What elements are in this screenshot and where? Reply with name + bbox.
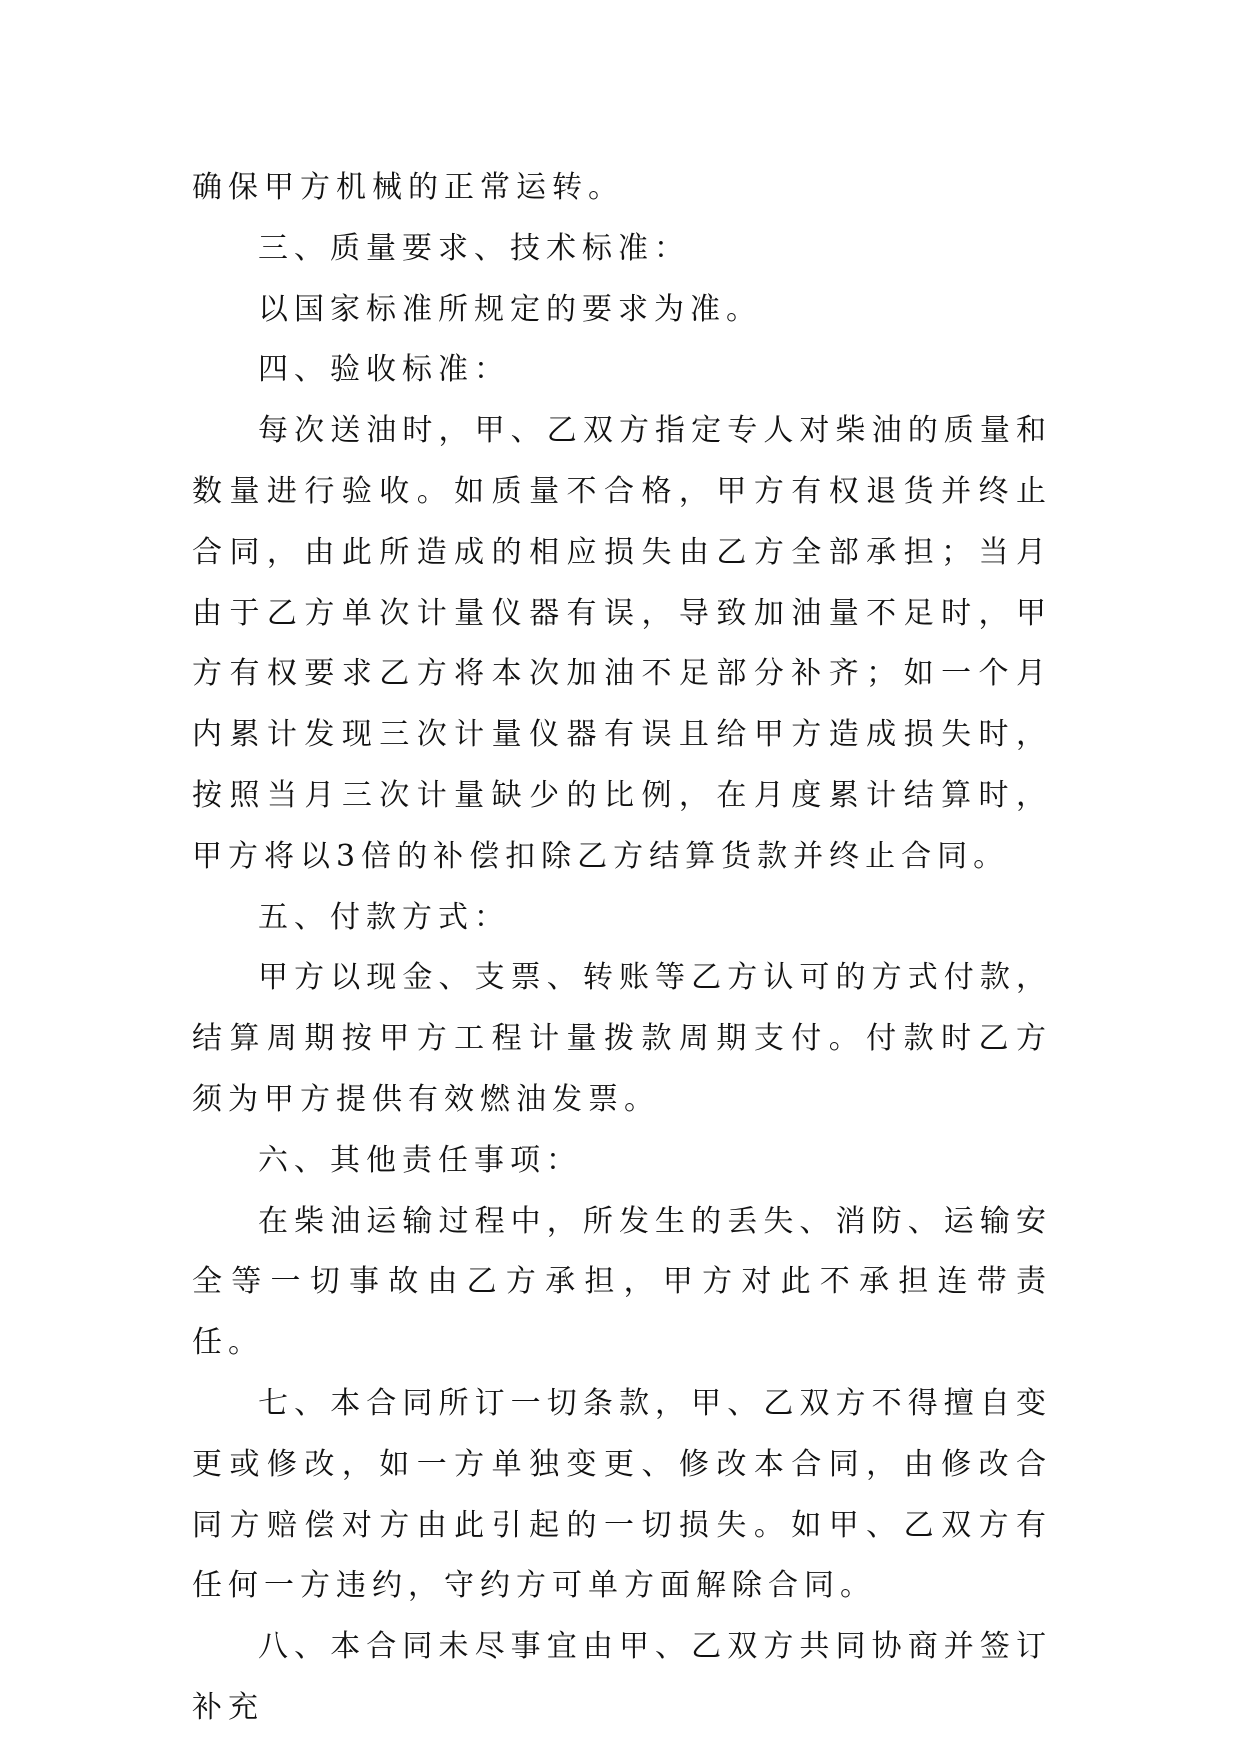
document-body bbox=[192, 158, 1052, 1739]
paragraph-continuation: 确保甲方机械的正常运转。 bbox=[192, 170, 624, 205]
heading-other-responsibilities: 六、其他责任事项： bbox=[258, 1142, 582, 1178]
paragraph-clause-eight: 八、本合同未尽事宜由甲、乙双方共同协商并签订补充 bbox=[192, 1629, 1052, 1725]
paragraph-clause-seven: 七、本合同所订一切条款，甲、乙双方不得擅自变更或修改，如一方单独变更、修改本合同，由修改合同方赔偿对方由此引起的一切损失。如甲、乙双方有任何一方违约，守约方可单方面解除合同。 bbox=[192, 1385, 1052, 1604]
heading-acceptance-standards: 四、验收标准： bbox=[258, 352, 510, 388]
paragraph-other-responsibilities: 在柴油运输过程中，所发生的丢失、消防、运输安全等一切事故由乙方承担，甲方对此不承担连带责任。 bbox=[192, 1203, 1052, 1361]
heading-quality-standards: 三、质量要求、技术标准： bbox=[258, 230, 690, 266]
paragraph-quality-standards: 以国家标准所规定的要求为准。 bbox=[258, 291, 762, 327]
paragraph-payment-method: 甲方以现金、支票、转账等乙方认可的方式付款，结算周期按甲方工程计量拨款周期支付。付款时乙方须为甲方提供有效燃油发票。 bbox=[192, 960, 1052, 1117]
paragraph-acceptance-standards: 每次送油时，甲、乙双方指定专人对柴油的质量和数量进行验收。如质量不合格，甲方有权退货并终止合同，由此所造成的相应损失由乙方全部承担；当月由于乙方单次计量仪器有误，导致加油量不足时，甲方有权要求乙方将本次加油不足部分补齐；如一个月内累计发现三次计量仪器有误且给甲方造成损失时，按照当月三次计量缺少的比例，在月度累计结算时，甲方将以3倍的补偿扣除乙方结算货款并终止合同。 bbox=[192, 413, 1052, 874]
heading-payment-method: 五、付款方式： bbox=[258, 899, 510, 935]
